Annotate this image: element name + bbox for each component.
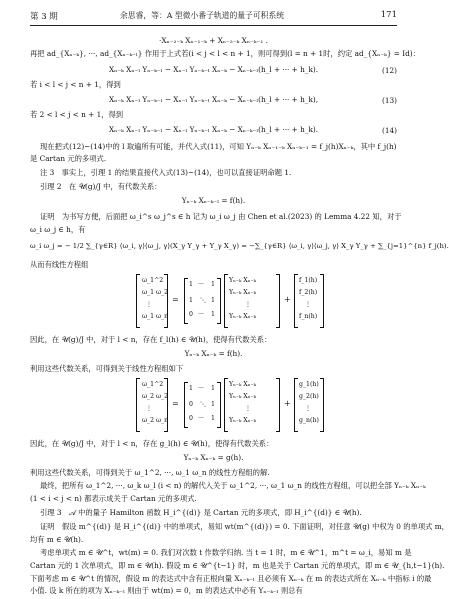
matrix-cell: ··· bbox=[198, 281, 204, 288]
text-line: 再把 ad_{Xₙ₋ₖ}, ···, ad_{Xₙ₋ₖ₋ₗ} 作用于上式若(i < j < l < n + 1，则可得到(l = n + 1时，约定 ad_{Xₙ₋ₖ} = Id)： bbox=[30, 49, 420, 58]
matrix-cell: 1 bbox=[189, 297, 193, 304]
equation: Xₙ₋ₖ Xₙ₋ₗ Yₙ₋ₖ₋ₗ − Xₙ₋ₗ Yₙ₋ₖ₋ₗ Xₙ₋ₖ − Xₙ₋ₖ₋ₗ(h_l + ··· + h_k). bbox=[108, 65, 319, 74]
text-line: ω_i ω_j ∈ h，有 bbox=[30, 225, 86, 234]
matrix-cell: 1 bbox=[211, 415, 215, 422]
matrix-cell: f_1(h) bbox=[299, 277, 318, 284]
matrix-cell: ω_1 ω_2 bbox=[142, 289, 169, 296]
remark-3: 注 3 事实上，引理 1 的结果直接代入式(13)~(14)，也可以直接证明命题 1. bbox=[40, 168, 292, 177]
text-line: 若 i < l < j < n + 1，得到 bbox=[30, 80, 121, 89]
text-line: 若 2 < l < j < n + 1，得到 bbox=[30, 110, 124, 119]
text-line: 利用这些代数关系，可得到关于 ω_1^2, ···, ω_1 ω_n 的线性方程组的解. bbox=[30, 468, 270, 477]
matrix-cell: 0 bbox=[189, 401, 193, 408]
matrix-cell: Yₙ₋ₖ Xₙ₋ₖ bbox=[229, 313, 256, 320]
matrix-cell: 0 bbox=[189, 415, 193, 422]
matrix-cell: ⋱ bbox=[200, 401, 207, 408]
equation: Yₙ₋ₖ Xₙ₋ₖ = g(h). bbox=[183, 453, 244, 462]
text-line: 下面考虑 m ∈ 𝒰^t 的情况，假设 m 的表达式中含有正根向量 Xₙ₋ₖ₋ₗ 且必须有 Xₙ₋ₖ 在 m 的表达式所在 Xₙ₋ₖ 中指标 i 的最 bbox=[30, 574, 432, 583]
matrix-cell: ⋮ bbox=[245, 405, 252, 412]
equation-number: (13) bbox=[382, 96, 397, 105]
text-line: (1 < i < j < n) 都表示成关于 Cartan 元的多项式. bbox=[30, 494, 197, 503]
page-number: 171 bbox=[380, 10, 397, 20]
matrix-cell: f_2(h) bbox=[299, 289, 318, 296]
matrix-cell: f_n(h) bbox=[299, 313, 318, 320]
equation: Xₙ₋ₖ Xₙ₋ₗ Yₙ₋ₖ₋ₗ − Xₙ₋ₗ Yₙ₋ₖ₋ₗ Xₙ₋ₖ − Xₙ₋ₖ₋ₗ(h_l + ··· + h_k). bbox=[108, 125, 319, 134]
matrix-cell: ω_1^2 bbox=[142, 381, 164, 388]
text-line: 均有 m ∈ 𝒰(h). bbox=[30, 535, 84, 544]
equation: Yₙ₋ₖ Xₙ₋ₖ = f(h). bbox=[184, 349, 243, 358]
matrix-cell: Yₙ₋ₖ Xₙ₋ₖ bbox=[229, 289, 256, 296]
text-line: 最终，把所有 ω_1^2, ···, ω_k ω_l (i < n) 的解代入关于 ω_1^2, ···, ω_1 ω_n 的线性方程组，可以把全部 Yₙ₋ₖ Xₙ₋ₖ bbox=[40, 481, 426, 490]
matrix-cell: 1 bbox=[211, 311, 215, 318]
matrix-cell: Yₙ₋ₖ Xₙ₋ₖ bbox=[229, 393, 256, 400]
matrix-cell: g_n(h) bbox=[299, 417, 319, 424]
matrix-cell: Yₙ₋ₖ Xₙ₋ₖ bbox=[229, 381, 256, 388]
matrix-cell: ··· bbox=[198, 385, 204, 392]
matrix-cell: Yₙ₋ₖ Xₙ₋ₖ bbox=[229, 417, 256, 424]
matrix-cell: ⋮ bbox=[146, 405, 153, 412]
linear-system-2 bbox=[0, 376, 427, 434]
lemma-2-heading: 引理 2 在 𝒰(g)/J 中，有代数关系： bbox=[40, 182, 162, 191]
matrix-cell: 1 bbox=[211, 297, 215, 304]
equals-sign: = bbox=[172, 295, 179, 304]
matrix-cell: ω_1 ω_n bbox=[142, 313, 169, 320]
matrix-cell: ⋮ bbox=[305, 405, 312, 412]
matrix-cell: ω_2 ω_n bbox=[142, 417, 169, 424]
text-line: ·Xₙ₋₂₋ₖ Xₙ₋₁₋ₖ + Xₙ₋₂₋ₖ Xₙ₋ₖ₋₁ . bbox=[159, 36, 268, 45]
linear-system-1 bbox=[0, 272, 427, 330]
plus-sign: + bbox=[284, 295, 291, 304]
matrix-cell: ⋮ bbox=[245, 301, 252, 308]
equation: Xₙ₋ₖ Xₙ₋ₗ Yₙ₋ₖ₋ₗ − Xₙ₋ₗ Yₙ₋ₖ₋ₗ Xₙ₋ₖ − Xₙ₋ₖ₋ₗ(h_l + ··· + h_k), bbox=[108, 95, 319, 104]
matrix-cell: ⋮ bbox=[146, 301, 153, 308]
matrix-cell: ··· bbox=[198, 415, 204, 422]
header-rule bbox=[30, 25, 397, 26]
matrix-cell: 1 bbox=[189, 385, 193, 392]
equation-sum: ω_i ω_j = − 1/2 ∑_{γ∈R} ⟨ω_i, γ⟩⟨ω_j, γ⟩(X_γ Y_γ + Y_γ X_γ) = −∑_{γ∈R} ⟨ω_i, γ⟩⟨ω_j, γ⟩ X_γ Y_γ + ∑_{j=1}^{n} f_j(h). bbox=[30, 242, 449, 250]
text-line: 因此，在 𝒰(g)/J 中，对于 l < n，存在 g_l(h) ∈ 𝒰(h)，使得有代数关系： bbox=[30, 439, 274, 448]
proof-line: 证明 假设 m^{(d)} 是 H_i^{(d)} 中的单项式，易知 wt(m^{(d)}) = 0. 下面证明，对任意 𝒰(g) 中权为 0 的单项式 m， bbox=[40, 522, 449, 531]
issue-label: 第 3 期 bbox=[30, 12, 58, 22]
text-line: 小值. 设 k 所在的项为 Xₙ₋ₖ₋ₗ 则由于 wt(m) = 0，m 的表达式中必有 Yₙ₋ₖ₋ₗ 则总有 bbox=[30, 586, 303, 595]
equation-number: (14) bbox=[382, 126, 397, 135]
running-title: 余思睿，等：A 型微小番子轨道的量子可积系统 bbox=[120, 11, 285, 20]
matrix-cell: g_1(h) bbox=[299, 381, 319, 388]
text-line: 因此，在 𝒰(g)/J 中，对于 l < n，存在 f_l(h) ∈ 𝒰(h)，使得有代数关系： bbox=[30, 335, 272, 344]
matrix-cell: 0 bbox=[189, 311, 193, 318]
equation: Yₙ₋ₖ Xₙ₋ₖ₋ₗ = f(h). bbox=[181, 196, 246, 205]
text-line: Cartan 元的 1 次单项式，即 m ∈ 𝒰(h). 假设 m ∈ 𝒰^{t−1} 时，m 也是关于 Cartan 元的单项式，即 m ∈ 𝒰_{h,t−1}(h). bbox=[30, 561, 445, 570]
proof-line: 证明 为书写方便，后面把 ω_i^s ω_j^s ∈ h 记为 ω_i ω_j 由 Chen et al.(2023) 的 Lemma 4.22 知，对于 bbox=[40, 212, 402, 221]
equals-sign: = bbox=[172, 399, 179, 408]
plus-sign: + bbox=[284, 399, 291, 408]
matrix-cell: ω_2 ω_2 bbox=[142, 393, 169, 400]
matrix-cell: 1 bbox=[211, 281, 215, 288]
matrix-cell: g_2(h) bbox=[299, 393, 319, 400]
text-line: 利用这些代数关系，可得到关于线性方程组如下 bbox=[30, 364, 184, 373]
matrix-cell: ⋱ bbox=[200, 297, 207, 304]
matrix-cell: 1 bbox=[211, 385, 215, 392]
text-line: 是 Cartan 元的多项式. bbox=[30, 154, 107, 163]
matrix-cell: 1 bbox=[189, 281, 193, 288]
text-line: 考虑单项式 m ∈ 𝒰^t，wt(m) = 0. 我们对次数 t 作数学归纳. 当 t = 1 时，m ∈ 𝒰^1，m^t = ω_i，易知 m 是 bbox=[40, 548, 412, 557]
matrix-cell: ⋮ bbox=[305, 301, 312, 308]
equation-number: (12) bbox=[382, 66, 397, 75]
text-line: 现在把式(12)~(14)中的 l 取遍所有可能，并代入式(11)，可知 Yₙ₋ₖ Xₙ₋₁₋ₖ Xₙ₋ₖ₋₁ = f_j(h)Xₙ₋ₖ，其中 f_j(h) bbox=[40, 142, 397, 151]
matrix-cell: Yₙ₋ₖ Xₙ₋ₖ bbox=[229, 277, 256, 284]
matrix-cell: 1 bbox=[211, 401, 215, 408]
text-line: 从而有线性方程组 bbox=[30, 260, 89, 269]
matrix-cell: ω_1^2 bbox=[142, 277, 164, 284]
matrix-cell: ··· bbox=[198, 311, 204, 318]
lemma-3-heading: 引理 3 𝒜 中的量子 Hamilton 函数 H_i^{(d)} 是 Cartan 元的多项式，即 H_i^{(d)} ∈ 𝒰(h). bbox=[40, 508, 362, 517]
